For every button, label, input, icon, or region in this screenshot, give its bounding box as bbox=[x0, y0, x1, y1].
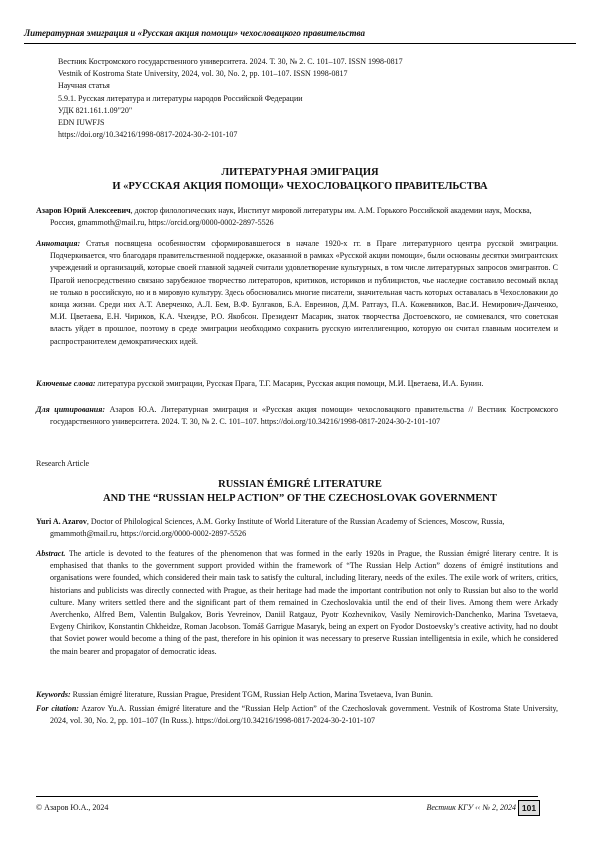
en-author-info: , Doctor of Philological Sciences, A.M. Gorky Institute of World Literature of the Russian Academy of Sciences, Moscow, Russia, gmammoth@mail.ru, https://orcid.org/0000-0002-2897-5526 bbox=[50, 517, 505, 539]
ru-citation-text: Азаров Ю.А. Литературная эмиграция и «Русская акция помощи» чехословацкого правительства // Вестник Костромского государственного университета. 2024. Т. 30, № 2. С. 101–107. https://doi.org/10.34216/1998-0817-2024-30-2-101-107 bbox=[50, 405, 558, 427]
ru-citation-label: Для цитирования: bbox=[36, 405, 106, 414]
footer-journal: Вестник КГУ ‹‹ № 2, 2024 bbox=[426, 803, 516, 812]
en-author bbox=[36, 516, 556, 540]
meta-doi-link[interactable]: https://doi.org/10.34216/1998-0817-2024-30-2-101-107 bbox=[58, 130, 238, 140]
ru-author-name: Азаров Юрий Алексеевич bbox=[36, 206, 131, 215]
en-title-line1: RUSSIAN ÉMIGRÉ LITERATURE bbox=[218, 479, 382, 490]
research-article-label: Research Article bbox=[36, 459, 90, 468]
footer-copyright: © Азаров Ю.А., 2024 bbox=[36, 803, 109, 812]
en-abstract bbox=[36, 548, 558, 658]
en-citation bbox=[36, 703, 558, 727]
en-title bbox=[40, 478, 560, 506]
en-author-name: Yuri A. Azarov bbox=[36, 517, 87, 526]
page-number: 101 bbox=[518, 800, 540, 816]
ru-abstract-text: Статья посвящена особенностям сформировавшегося в начале 1920-х гг. в Праге литературного центра русской эмиграции. Подчеркивается, что благодаря правительственной поддержке, оказанной в рамках «Русской акции помощи», были основаны десятки эмигрантских учреждений и организаций, которые своей главной задачей считали удовлетворение культурных, в том числе литературных запросов эмигрантов. С Прагой непосредственно связано зарубежное творчество литераторов, критиков, историков и публицистов, чье наследие составило весомый вклад не только в российскую, но и в мировую культуру. Здесь обосновались многие писатели, значительная часть которых оставалась в Чехословакии до конца жизни. Среди них А.Т. Аверченко, А.Л. Бем, В.Ф. Булгаков, Б.А. Евреинов, Д.М. Ратгауз, П.А. Кожевников, Вас.И. Немирович-Данченко, М.И. Цветаева, Е.Н. Чириков, К.А. Чхеидзе, Р.О. Якобсон. Президент Масарик, знаток творчества Достоевского, не сомневался, что советская власть уйдет в прошлое, поэтому в среде эмиграции необходимо сохранить русскую интеллигенцию, которую он считал главным носителем и распространителем демократических идей. bbox=[50, 239, 558, 346]
en-abstract-label: Abstract. bbox=[36, 549, 66, 558]
en-abstract-text: The article is devoted to the features of the phenomenon that was formed in the early 1920s in Prague, the Russian émigré literary centre. It is emphasised that thanks to the government support provided within the framework of “The Russian Help Action” dozens of émigré institutions and organisations were founded, which considered their main task to satisfy the cultural, including literary, needs of the exiles. The exile work of writers, critics, historians and publicists was directly connected with Prague, as their heritage had made the important contribution not only to Russian but also to the world culture. Many writers settled there and the significant part of them remained in Czechoslovakia until the end of their lives. Among them were Arkady Averchenko, Alfred Bem, Valentin Bulgakov, Boris Yevreinov, Daniil Ratgauz, Pyotr Kozhevnikov, Vasily Nemirovich-Danchenko, Marina Tsvetaeva, Evgeny Chirikov, Konstantin Chkheidze, Roman Jacobson. Tomáš Garrigue Masaryk, being an expert on Fyodor Dostoevsky’s creative activity, had no doubt that Soviet power would become a thing of the past, therefore in his opinion it was necessary to preserve Russian intelligentsia in exile, which he considered the main bearer and propagator of democratic ideas. bbox=[50, 549, 558, 656]
ru-keywords-label: Ключевые слова: bbox=[36, 379, 96, 388]
ru-title-line1: ЛИТЕРАТУРНАЯ ЭМИГРАЦИЯ bbox=[221, 167, 379, 178]
en-keywords bbox=[36, 689, 558, 701]
meta-journal-en: Vestnik of Kostroma State University, 2024, vol. 30, No. 2, pp. 101–107. ISSN 1998-0817 bbox=[58, 69, 348, 79]
en-keywords-label: Keywords: bbox=[36, 690, 71, 699]
meta-udc: УДК 821.161.1.09"20" bbox=[58, 105, 133, 115]
footer-rule bbox=[36, 796, 538, 797]
en-title-line2: AND THE “RUSSIAN HELP ACTION” OF THE CZECHOSLOVAK GOVERNMENT bbox=[102, 493, 498, 504]
ru-title bbox=[40, 166, 560, 194]
publication-meta bbox=[58, 56, 548, 141]
ru-abstract bbox=[36, 238, 558, 348]
ru-author-info: , доктор филологических наук, Институт мировой литературы им. А.М. Горького Российской академии наук, Москва, Россия, gmammoth@mail.ru, https://orcid.org/0000-0002-2897-5526 bbox=[50, 206, 532, 228]
ru-author bbox=[36, 205, 556, 229]
ru-citation bbox=[36, 404, 558, 428]
running-head: Литературная эмиграция и «Русская акция помощи» чехословацкого правительства bbox=[24, 28, 365, 38]
ru-abstract-label: Аннотация: bbox=[36, 239, 81, 248]
en-keywords-text: Russian émigré literature, Russian Prague, President TGM, Russian Help Action, Marina Tsvetaeva, Ivan Bunin. bbox=[70, 690, 433, 699]
meta-edn: EDN IUWFJS bbox=[58, 118, 105, 128]
meta-journal-ru: Вестник Костромского государственного университета. 2024. Т. 30, № 2. С. 101–107. ISSN 1998-0817 bbox=[58, 57, 403, 66]
en-citation-text: Azarov Yu.A. Russian émigré literature and the “Russian Help Action” of the Czechoslovak government. Vestnik of Kostroma State University, 2024, vol. 30, No. 2, pp. 101–107 (In Russ.). https://doi.org/10.34216/1998-0817-2024-30-2-101-107 bbox=[50, 704, 558, 726]
ru-title-line2: И «РУССКАЯ АКЦИЯ ПОМОЩИ» ЧЕХОСЛОВАЦКОГО ПРАВИТЕЛЬСТВА bbox=[112, 181, 488, 192]
en-citation-label: For citation: bbox=[36, 704, 79, 713]
header-rule bbox=[24, 43, 576, 44]
meta-article-type: Научная статья bbox=[58, 81, 110, 91]
ru-keywords-text: литература русской эмиграции, Русская Прага, Т.Г. Масарик, Русская акция помощи, М.И. Цветаева, И.А. Бунин. bbox=[95, 379, 484, 388]
meta-speciality: 5.9.1. Русская литература и литературы народов Российской Федерации bbox=[58, 93, 303, 103]
ru-keywords bbox=[36, 378, 558, 390]
